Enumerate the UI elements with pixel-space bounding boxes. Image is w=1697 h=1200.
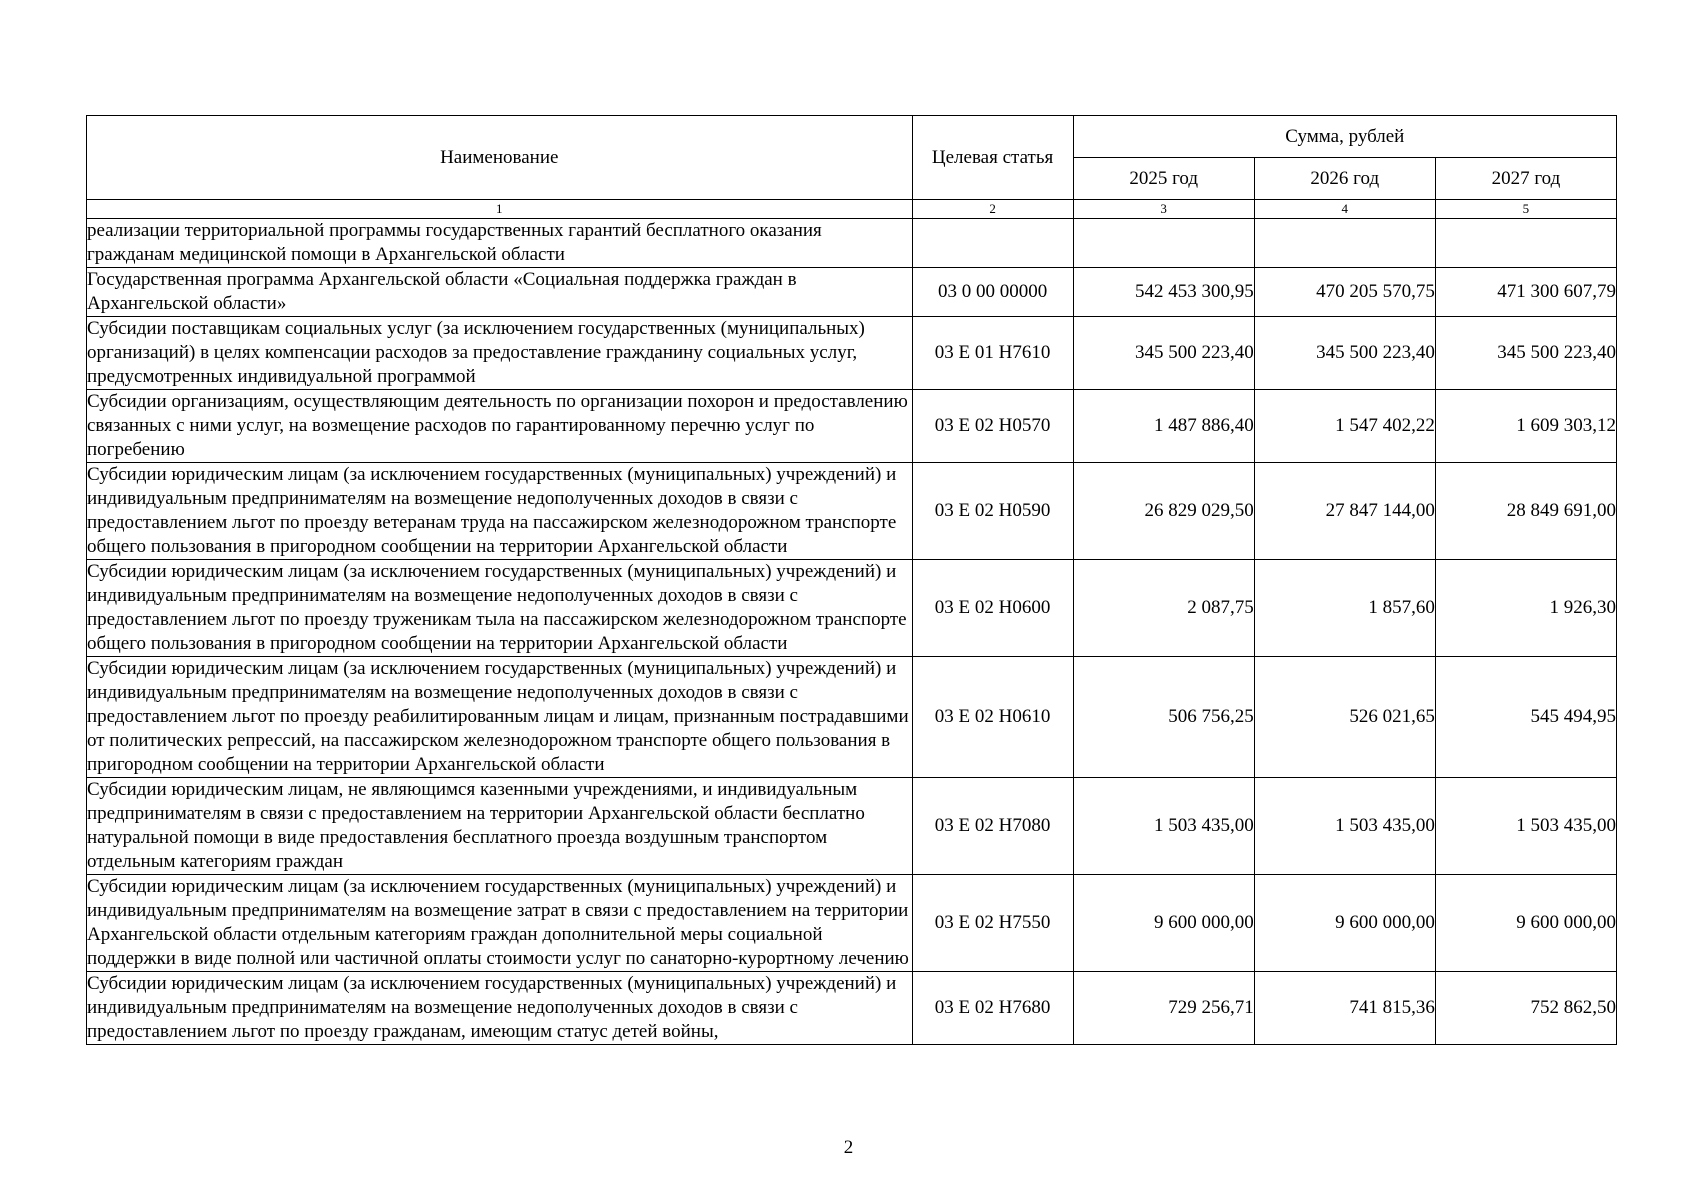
- row-amount-2026: 1 547 402,22: [1254, 390, 1435, 463]
- row-amount-2026: [1254, 219, 1435, 268]
- row-amount-2025: 9 600 000,00: [1073, 875, 1254, 972]
- row-amount-2025: 506 756,25: [1073, 657, 1254, 778]
- row-amount-2026: 470 205 570,75: [1254, 268, 1435, 317]
- table-row: [87, 390, 1617, 463]
- row-amount-2027: 1 926,30: [1435, 560, 1616, 657]
- row-code: 03 Е 02 Н0610: [912, 657, 1073, 778]
- header-sum-title: Сумма, рублей: [1073, 116, 1616, 158]
- header-year-2027: 2027 год: [1435, 158, 1616, 200]
- row-amount-2026: 526 021,65: [1254, 657, 1435, 778]
- table-row: [87, 219, 1617, 268]
- header-name: Наименование: [87, 116, 913, 200]
- row-amount-2026: 1 857,60: [1254, 560, 1435, 657]
- column-number: 5: [1435, 200, 1616, 219]
- row-amount-2027: 9 600 000,00: [1435, 875, 1616, 972]
- row-name: Субсидии юридическим лицам (за исключением государственных (муниципальных) учреждений) и индивидуальным предпринимателям на возмещение недополученных доходов в связи с предоставлением льгот по проезду гражданам, имеющим статус детей войны,: [87, 972, 913, 1045]
- row-amount-2025: 2 087,75: [1073, 560, 1254, 657]
- table-row: [87, 463, 1617, 560]
- row-amount-2027: 1 609 303,12: [1435, 390, 1616, 463]
- row-amount-2026: 1 503 435,00: [1254, 778, 1435, 875]
- row-code: 03 Е 02 Н7680: [912, 972, 1073, 1045]
- row-amount-2025: 542 453 300,95: [1073, 268, 1254, 317]
- row-amount-2025: [1073, 219, 1254, 268]
- table-row: [87, 972, 1617, 1045]
- row-amount-2027: 1 503 435,00: [1435, 778, 1616, 875]
- table-row: [87, 657, 1617, 778]
- row-amount-2026: 345 500 223,40: [1254, 317, 1435, 390]
- row-name: Субсидии юридическим лицам (за исключением государственных (муниципальных) учреждений) и индивидуальным предпринимателям на возмещение недополученных доходов в связи с предоставлением льгот по проезду ветеранам труда на пассажирском железнодорожном транспорте общего пользования в пригородном сообщении на территории Архангельской области: [87, 463, 913, 560]
- row-name: Субсидии юридическим лицам (за исключением государственных (муниципальных) учреждений) и индивидуальным предпринимателям на возмещение затрат в связи с предоставлением на территории Архангельской области отдельным категориям граждан дополнительной меры социальной поддержки в виде полной или частичной оплаты стоимости услуг по санаторно-курортному лечению: [87, 875, 913, 972]
- row-name: Субсидии поставщикам социальных услуг (за исключением государственных (муниципальных) организаций) в целях компенсации расходов за предоставление гражданину социальных услуг, предусмотренных индивидуальной программой: [87, 317, 913, 390]
- row-name: Государственная программа Архангельской области «Социальная поддержка граждан в Архангельской области»: [87, 268, 913, 317]
- column-number: 3: [1073, 200, 1254, 219]
- row-amount-2026: 27 847 144,00: [1254, 463, 1435, 560]
- row-amount-2027: 471 300 607,79: [1435, 268, 1616, 317]
- row-amount-2027: [1435, 219, 1616, 268]
- table-row: [87, 317, 1617, 390]
- row-code: 03 Е 02 Н7550: [912, 875, 1073, 972]
- row-amount-2025: 26 829 029,50: [1073, 463, 1254, 560]
- row-amount-2027: 752 862,50: [1435, 972, 1616, 1045]
- row-amount-2026: 9 600 000,00: [1254, 875, 1435, 972]
- row-amount-2027: 345 500 223,40: [1435, 317, 1616, 390]
- row-amount-2026: 741 815,36: [1254, 972, 1435, 1045]
- column-number: 4: [1254, 200, 1435, 219]
- row-code: 03 Е 02 Н0590: [912, 463, 1073, 560]
- header-year-2025: 2025 год: [1073, 158, 1254, 200]
- row-code: [912, 219, 1073, 268]
- row-amount-2027: 28 849 691,00: [1435, 463, 1616, 560]
- row-name: Субсидии юридическим лицам, не являющимся казенными учреждениями, и индивидуальным предпринимателям в связи с предоставлением на территории Архангельской области бесплатно натуральной помощи в виде предоставления бесплатного проезда воздушным транспортом отдельным категориям граждан: [87, 778, 913, 875]
- row-code: 03 Е 02 Н0570: [912, 390, 1073, 463]
- row-name: Субсидии юридическим лицам (за исключением государственных (муниципальных) учреждений) и индивидуальным предпринимателям на возмещение недополученных доходов в связи с предоставлением льгот по проезду труженикам тыла на пассажирском железнодорожном транспорте общего пользования в пригородном сообщении на территории Архангельской области: [87, 560, 913, 657]
- budget-table: [86, 115, 1617, 1045]
- row-amount-2025: 729 256,71: [1073, 972, 1254, 1045]
- table-row: [87, 560, 1617, 657]
- page-number: 2: [843, 1137, 854, 1158]
- row-amount-2025: 345 500 223,40: [1073, 317, 1254, 390]
- row-code: 03 Е 02 Н0600: [912, 560, 1073, 657]
- row-code: 03 Е 01 Н7610: [912, 317, 1073, 390]
- column-number: 2: [912, 200, 1073, 219]
- row-code: 03 0 00 00000: [912, 268, 1073, 317]
- table-row: [87, 778, 1617, 875]
- header-code: Целевая статья: [912, 116, 1073, 200]
- row-amount-2025: 1 487 886,40: [1073, 390, 1254, 463]
- table-row: [87, 268, 1617, 317]
- header-year-2026: 2026 год: [1254, 158, 1435, 200]
- row-amount-2027: 545 494,95: [1435, 657, 1616, 778]
- row-amount-2025: 1 503 435,00: [1073, 778, 1254, 875]
- row-name: реализации территориальной программы государственных гарантий бесплатного оказания гражданам медицинской помощи в Архангельской области: [87, 219, 913, 268]
- column-number: 1: [87, 200, 913, 219]
- row-code: 03 Е 02 Н7080: [912, 778, 1073, 875]
- table-row: [87, 875, 1617, 972]
- row-name: Субсидии организациям, осуществляющим деятельность по организации похорон и предоставлению связанных с ними услуг, на возмещение расходов по гарантированному перечню услуг по погребению: [87, 390, 913, 463]
- row-name: Субсидии юридическим лицам (за исключением государственных (муниципальных) учреждений) и индивидуальным предпринимателям на возмещение недополученных доходов в связи с предоставлением льгот по проезду реабилитированным лицам и лицам, признанным пострадавшими от политических репрессий, на пассажирском железнодорожном транспорте общего пользования в пригородном сообщении на территории Архангельской области: [87, 657, 913, 778]
- column-number-row: [87, 200, 1617, 219]
